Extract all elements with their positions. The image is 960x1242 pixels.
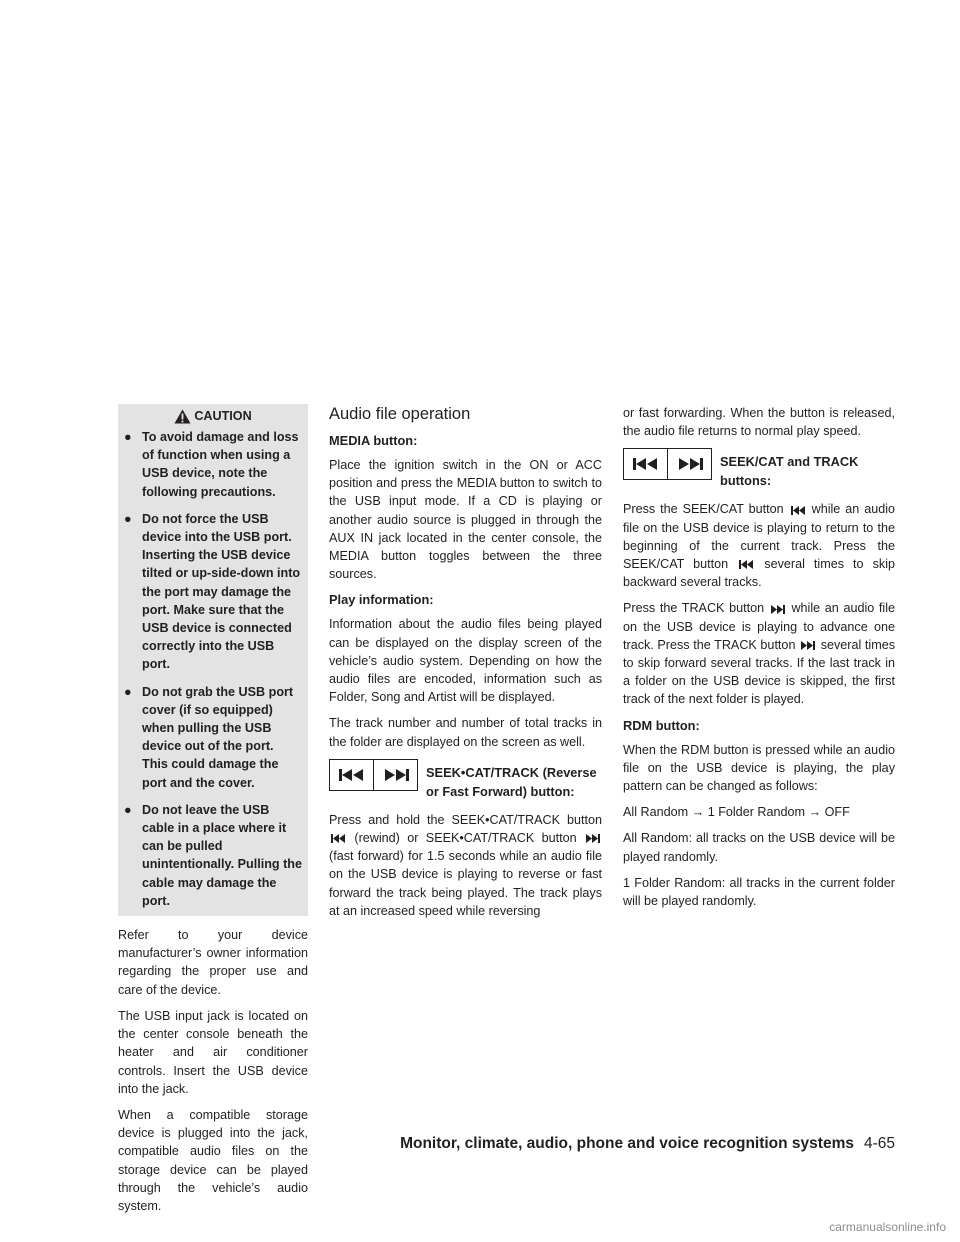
fast-forward-icon bbox=[383, 769, 409, 781]
seek-track-button-block bbox=[329, 759, 602, 801]
seek-track-text-a: Press and hold the SEEK•CAT/TRACK button bbox=[329, 812, 602, 827]
warning-triangle-icon bbox=[174, 409, 191, 424]
caution-list bbox=[124, 428, 302, 910]
caution-title: CAUTION bbox=[194, 408, 252, 423]
page-number: 4-65 bbox=[863, 1135, 895, 1152]
seek-cat-text-c: several times to skip backward several tracks. bbox=[623, 557, 895, 590]
rewind-icon bbox=[339, 769, 365, 781]
seek-cat-track-button-label: SEEK/CAT and TRACK buttons: bbox=[720, 454, 859, 489]
middle-column bbox=[329, 404, 602, 928]
caution-item-text: Do not force the USB device into the USB port. Inserting the USB device tilted or up-side-down into the port may damage the port. Make sure that the USB device is connected correctly into the USB port. bbox=[142, 511, 301, 672]
rdm-folder-random-text: 1 Folder Random: all tracks in the current folder will be played randomly. bbox=[623, 875, 895, 909]
seek-track-button-label: SEEK•CAT/TRACK (Reverse or Fast Forward) button: bbox=[426, 764, 597, 799]
storage-device-paragraph: When a compatible storage device is plugged into the jack, compatible audio files on the storage device can be played through the vehicle’s audio system. bbox=[118, 1107, 308, 1213]
continued-text: or fast forwarding. When the button is released, the audio file returns to normal play speed. bbox=[623, 406, 895, 439]
fast-forward-icon bbox=[677, 458, 703, 470]
rewind-icon bbox=[791, 506, 805, 515]
fast-forward-icon bbox=[771, 605, 785, 614]
caution-item-text: Do not leave the USB cable in a place where it can be pulled unintentionally. Pulling the cable may damage the port. bbox=[142, 802, 302, 908]
seek-track-text-b: (rewind) or SEEK•CAT/TRACK button bbox=[354, 831, 577, 846]
right-column bbox=[623, 404, 895, 918]
left-column bbox=[118, 404, 308, 1223]
play-info-heading: Play information: bbox=[329, 592, 434, 608]
fast-forward-icon bbox=[801, 641, 815, 650]
section-heading: Audio file operation bbox=[329, 405, 471, 423]
seek-cat-button-illustration bbox=[623, 448, 668, 480]
seek-track-text-c: (fast forward) for 1.5 seconds while an audio file on the USB device is playing to reverse or fast forward the track being played. The track plays at an increased speed while reversing bbox=[329, 849, 602, 918]
seek-track-button-illustration bbox=[329, 759, 418, 791]
media-button-text: Place the ignition switch in the ON or ACC position and press the MEDIA button to switch to the USB input mode. If a CD is playing or another audio source is plugged in through the AUX IN jack located in the center console, the MEDIA button toggles between the three sources. bbox=[329, 458, 602, 582]
media-button-heading: MEDIA button: bbox=[329, 433, 418, 448]
rewind-icon bbox=[739, 560, 753, 569]
seek-cat-text-a: Press the SEEK/CAT button bbox=[623, 502, 784, 517]
caution-header bbox=[124, 404, 302, 428]
seek-track-text bbox=[329, 811, 602, 920]
track-button-text bbox=[623, 599, 895, 708]
bullet-icon: ● bbox=[124, 430, 132, 444]
track-text-a: Press the TRACK button bbox=[623, 601, 765, 616]
track-text-b: while an audio file on the USB device is playing to advance one track. Press the TRACK button bbox=[623, 601, 896, 652]
caution-box bbox=[118, 404, 308, 916]
bullet-icon: ● bbox=[124, 511, 132, 526]
device-care-paragraph: Refer to your device manufacturer’s owner information regarding the proper use and care of the device. bbox=[118, 928, 308, 997]
play-info-text: Information about the audio files being played can be displayed on the display screen of the vehicle’s audio system. Depending on how the audio files are encoded, information such as Folder, Song and Artist will be displayed. bbox=[329, 617, 602, 705]
caution-item bbox=[124, 510, 302, 674]
caution-item bbox=[124, 683, 302, 792]
bullet-icon: ● bbox=[124, 802, 132, 817]
seek-cat-text bbox=[623, 500, 895, 591]
rdm-button-heading: RDM button: bbox=[623, 717, 700, 733]
caution-item bbox=[124, 428, 302, 501]
track-number-text: The track number and number of total tracks in the folder are displayed on the screen as well. bbox=[329, 716, 602, 749]
seek-cat-track-button-block bbox=[623, 448, 895, 490]
fast-forward-icon bbox=[586, 834, 600, 843]
caution-item-text: Do not grab the USB port cover (if so equipped) when pulling the USB device out of the port. This could damage the port and the cover. bbox=[142, 684, 294, 790]
track-text-c: several times to skip forward several tracks. If the last track in a folder on the USB device is skipped, the first track of the next folder is played. bbox=[623, 637, 896, 707]
seek-cat-text-b: while an audio file on the USB device is playing to return to the beginning of the current track. Press the SEEK/CAT button bbox=[623, 502, 896, 572]
usb-jack-paragraph: The USB input jack is located on the center console beneath the heater and air conditioner controls. Insert the USB device into the jack. bbox=[118, 1008, 308, 1096]
seek-cat-track-button-illustration bbox=[623, 448, 712, 480]
footer-section-title: Monitor, climate, audio, phone and voice recognition systems bbox=[400, 1135, 854, 1152]
rewind-icon bbox=[633, 458, 659, 470]
caution-item-text: To avoid damage and loss of function when using a USB device, note the following precautions. bbox=[142, 430, 299, 499]
rewind-icon bbox=[331, 834, 345, 843]
bullet-icon: ● bbox=[124, 684, 132, 699]
rdm-all-random-text: All Random: all tracks on the USB device will be played randomly. bbox=[623, 831, 895, 864]
caution-item bbox=[124, 801, 302, 910]
rdm-button-text: When the RDM button is pressed while an audio file on the USB device is playing, the play pattern can be changed as follows: bbox=[623, 742, 895, 794]
fast-forward-button-illustration bbox=[374, 759, 418, 791]
page-footer bbox=[400, 1135, 895, 1153]
rewind-button-illustration bbox=[329, 759, 374, 791]
rdm-sequence: All Random → 1 Folder Random → OFF bbox=[623, 805, 850, 820]
watermark: carmanualsonline.info bbox=[829, 1220, 946, 1234]
track-button-illustration bbox=[668, 448, 712, 480]
